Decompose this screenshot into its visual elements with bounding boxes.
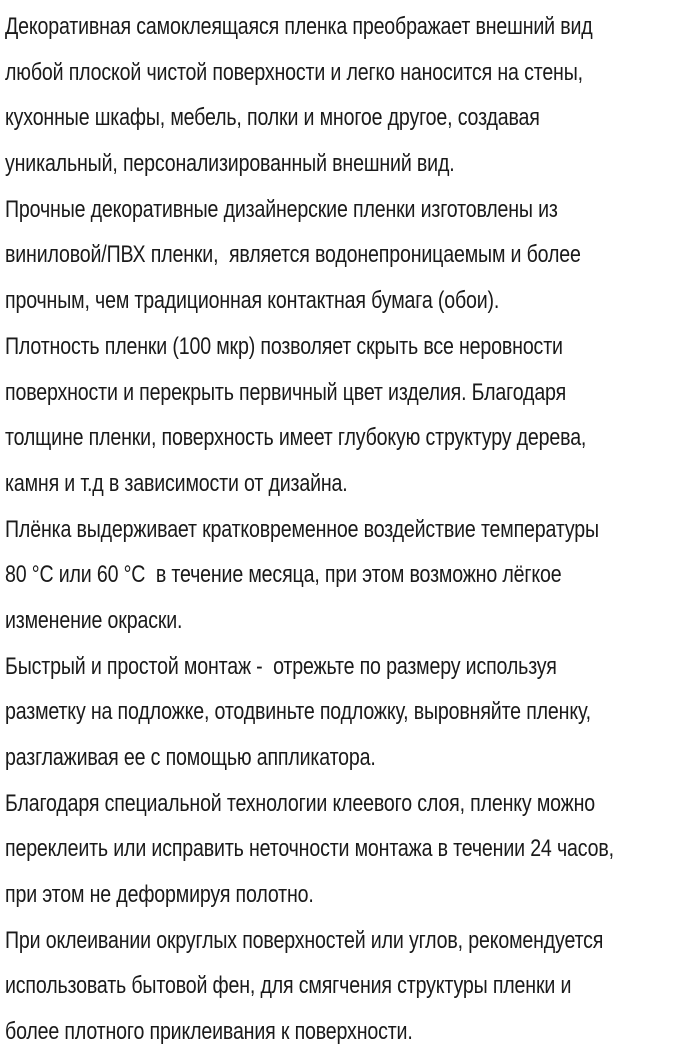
description-line: Благодаря специальной технологии клеевого слоя, пленку можно bbox=[5, 789, 596, 817]
description-line: виниловой/ПВХ пленки, является водонепроницаемым и более bbox=[5, 241, 581, 269]
description-line: Быстрый и простой монтаж - отрежьте по размеру используя bbox=[5, 652, 557, 680]
description-line: 80 °C или 60 °C в течение месяца, при этом возможно лёгкое bbox=[5, 561, 562, 589]
description-line: при этом не деформируя полотно. bbox=[5, 881, 314, 909]
description-line: При оклеивании округлых поверхностей или углов, рекомендуется bbox=[5, 926, 604, 954]
description-line: поверхности и перекрыть первичный цвет изделия. Благодаря bbox=[5, 378, 567, 406]
description-line: камня и т.д в зависимости от дизайна. bbox=[5, 469, 348, 497]
description-line: Плёнка выдерживает кратковременное воздействие температуры bbox=[5, 515, 599, 543]
description-line: кухонные шкафы, мебель, полки и многое другое, создавая bbox=[5, 104, 540, 132]
description-line: любой плоской чистой поверхности и легко наносится на стены, bbox=[5, 58, 583, 86]
description-line: переклеить или исправить неточности монтажа в течении 24 часов, bbox=[5, 835, 614, 863]
description-line: разметку на подложке, отодвиньте подложку, выровняйте пленку, bbox=[5, 698, 591, 726]
description-line: более плотного приклеивания к поверхности. bbox=[5, 1018, 413, 1046]
description-line: Прочные декоративные дизайнерские пленки изготовлены из bbox=[5, 195, 558, 223]
description-line: Декоративная самоклеящаяся пленка преображает внешний вид bbox=[5, 13, 593, 40]
description-line: уникальный, персонализированный внешний вид. bbox=[5, 150, 455, 178]
description-line: использовать бытовой фен, для смягчения структуры пленки и bbox=[5, 972, 572, 1000]
description-line: разглаживая ее с помощью аппликатора. bbox=[5, 744, 376, 771]
description-line: изменение окраски. bbox=[5, 606, 183, 634]
description-line: прочным, чем традиционная контактная бумага (обои). bbox=[5, 287, 500, 315]
description-line: Плотность пленки (100 мкр) позволяет скрыть все неровности bbox=[5, 332, 563, 360]
description-line: толщине пленки, поверхность имеет глубокую структуру дерева, bbox=[5, 424, 587, 452]
